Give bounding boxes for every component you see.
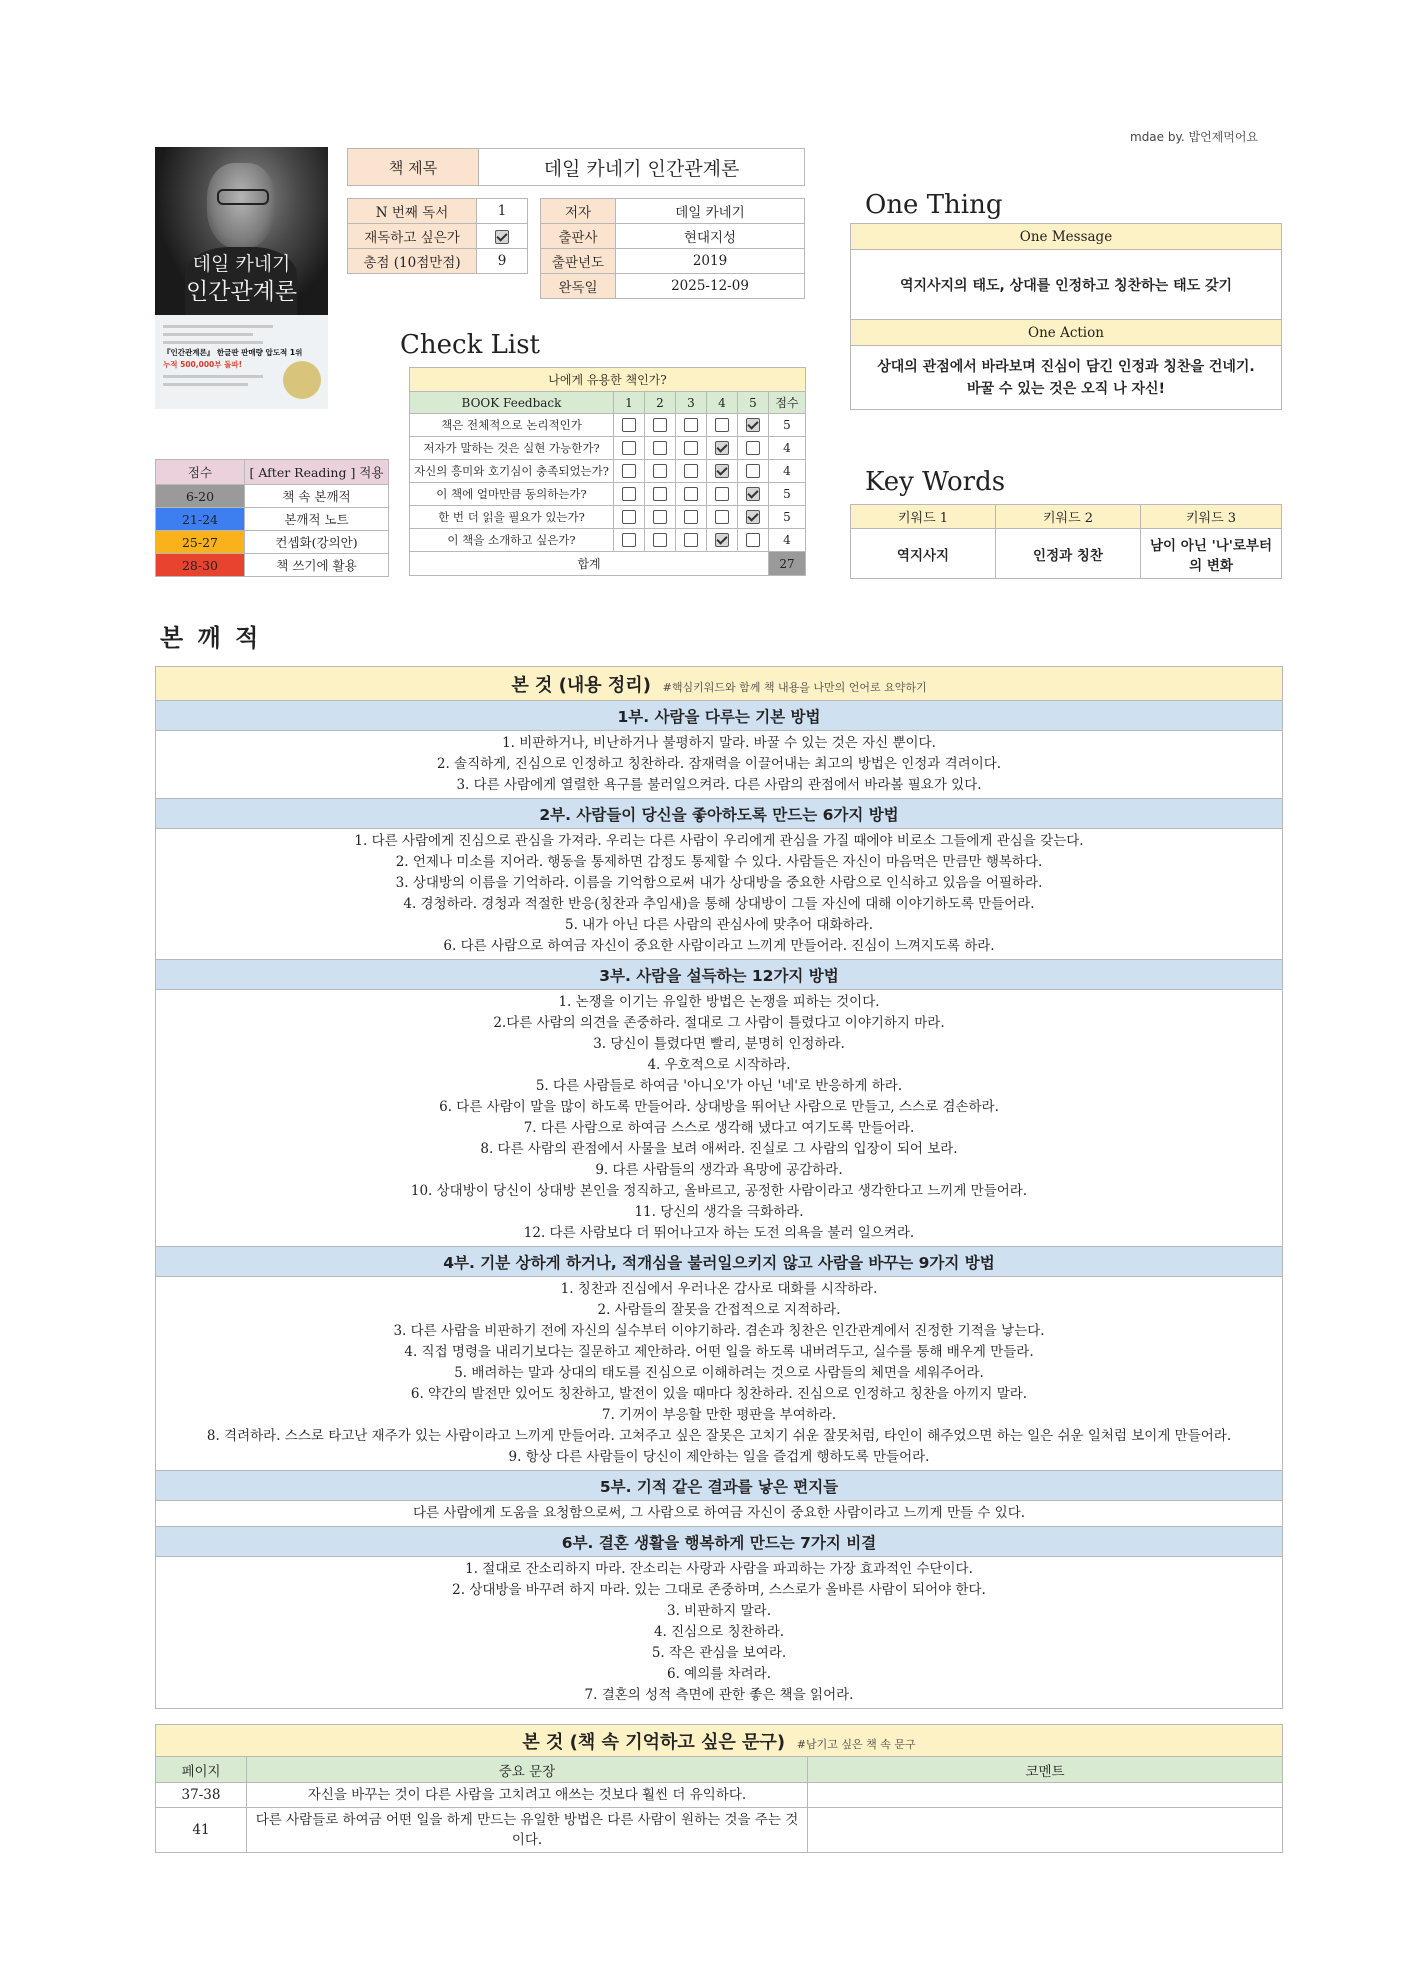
check-box-4[interactable] [715,510,729,524]
book-title-table [347,148,805,186]
summary-title: 본 것 (내용 정리) [511,674,651,696]
summary-line: 2. 상대방을 바꾸려 하지 마라. 있는 그대로 존중하며, 스스로가 올바른 사람이 되어야 한다. [452,1582,986,1598]
quote-page: 37-38 [156,1783,247,1808]
legend-apply: 컨셉화(강의안) [245,531,389,554]
summary-section-header [156,1247,1283,1277]
summary-section-body [156,829,1283,960]
finished-label: 완독일 [541,274,616,299]
check-question: 한 번 더 읽을 필요가 있는가? [410,506,614,529]
check-box-1[interactable] [622,441,636,455]
summary-line: 4. 진심으로 칭찬하라. [653,1624,785,1640]
total-score-value: 9 [477,249,528,274]
keyword-label-3: 키워드 3 [1141,505,1282,529]
check-box-1[interactable] [622,510,636,524]
summary-section-body [156,1277,1283,1471]
one-action-line-2: 바꿀 수 있는 것은 오직 나 자신! [967,380,1165,397]
publisher-label: 출판사 [541,224,616,249]
summary-line: 9. 다른 사람들의 생각과 욕망에 공감하라. [595,1162,843,1178]
quotes-table [155,1724,1283,1853]
check-box-5[interactable] [746,418,760,432]
section-title: 1부. 사람을 다루는 기본 방법 [156,701,1283,731]
legend-row [156,485,389,508]
summary-section-header [156,1527,1283,1557]
legend-row [156,508,389,531]
col-5: 5 [738,392,769,414]
check-list-row [410,414,806,437]
bonkaejeok-heading: 본 깨 적 [160,624,262,652]
legend-range: 25-27 [156,531,245,554]
legend-range: 28-30 [156,554,245,577]
summary-line: 4. 경청하라. 경청과 적절한 반응(칭찬과 추임새)을 통해 상대방이 그들 자신에 대해 이야기하도록 만들어라. [403,896,1035,912]
legend-apply: 본깨적 노트 [245,508,389,531]
summary-line: 7. 결혼의 성적 측면에 관한 좋은 책을 읽어라. [584,1687,854,1703]
summary-line: 2. 언제나 미소를 지어라. 행동을 통제하면 감정도 통제할 수 있다. 사람들은 자신이 마음먹은 만큼만 행복하다. [395,854,1043,870]
legend-col-score: 점수 [156,460,245,485]
summary-line: 6. 다른 사람으로 하여금 자신이 중요한 사람이라고 느끼게 만들어라. 진심이 느껴지도록 하라. [443,938,995,954]
book-title-value: 데일 카네기 인간관계론 [479,149,805,186]
keyword-value-1: 역지사지 [851,529,996,579]
keyword-value-3: 남이 아닌 '나'로부터의 변화 [1141,529,1282,579]
one-message-label: One Message [851,224,1282,250]
quote-page: 41 [156,1808,247,1853]
check-box-3[interactable] [684,441,698,455]
check-box-3[interactable] [684,510,698,524]
summary-line: 5. 배려하는 말과 상대의 태도를 진심으로 이해하려는 것으로 사람들의 체면을 세워주어라. [454,1365,984,1381]
check-question: 이 책을 소개하고 싶은가? [410,529,614,552]
check-box-5[interactable] [746,510,760,524]
summary-line: 5. 내가 아닌 다른 사람의 관심사에 맞추어 대화하라. [564,917,874,933]
check-box-3[interactable] [684,533,698,547]
quote-comment[interactable] [808,1783,1283,1808]
check-box-5[interactable] [746,487,760,501]
score-legend-table [155,459,389,577]
col-2: 2 [645,392,676,414]
total-value: 27 [769,552,806,576]
section-title: 5부. 기적 같은 결과를 낳은 편지들 [156,1471,1283,1501]
check-box-4[interactable] [715,487,729,501]
col-4: 4 [707,392,738,414]
summary-line: 3. 당신이 틀렸다면 빨리, 분명히 인정하라. [593,1036,845,1052]
check-box-1[interactable] [622,418,636,432]
quote-row [156,1783,1283,1808]
summary-section-header [156,701,1283,731]
legend-range: 21-24 [156,508,245,531]
score-col-label: 점수 [769,392,806,414]
summary-section-header [156,960,1283,990]
summary-line: 7. 다른 사람으로 하여금 스스로 생각해 냈다고 여기도록 만들어라. [523,1120,915,1136]
n-reading-label: N 번째 독서 [348,199,477,224]
check-list-heading: Check List [400,330,540,360]
check-list-header: 나에게 유용한 책인가? [410,368,806,392]
section-title: 6부. 결혼 생활을 행복하게 만드는 7가지 비결 [156,1527,1283,1557]
summary-hint: #핵심키워드와 함께 책 내용을 나만의 언어로 요약하기 [662,680,927,694]
check-box-5[interactable] [746,441,760,455]
summary-section-body [156,990,1283,1247]
summary-section-body [156,731,1283,799]
keyword-label-2: 키워드 2 [996,505,1141,529]
quote-comment[interactable] [808,1808,1283,1853]
key-words-table [850,504,1282,579]
feedback-label: BOOK Feedback [410,392,614,414]
cover-title-line2: 인간관계론 [185,279,298,305]
check-box-1[interactable] [622,487,636,501]
summary-line: 1. 논쟁을 이기는 유일한 방법은 논쟁을 피하는 것이다. [558,994,880,1010]
check-question: 자신의 흥미와 호기심이 충족되었는가? [410,460,614,483]
n-reading-value: 1 [477,199,528,224]
summary-line: 5. 다른 사람들로 하여금 '아니오'가 아닌 '네'로 반응하게 하라. [535,1078,903,1094]
check-box-1[interactable] [622,464,636,478]
check-list-row [410,437,806,460]
section-title: 2부. 사람들이 당신을 좋아하도록 만드는 6가지 방법 [156,799,1283,829]
summary-line: 다른 사람에게 도움을 요청함으로써, 그 사람으로 하여금 자신이 중요한 사람이라고 느끼게 만들 수 있다. [412,1505,1026,1521]
summary-line: 10. 상대방이 당신이 상대방 본인을 정직하고, 올바르고, 공정한 사람이라고 생각한다고 느끼게 만들어라. [410,1183,1028,1199]
summary-line: 1. 비판하거나, 비난하거나 불평하지 말라. 바꿀 수 있는 것은 자신 뿐이다. [502,735,936,751]
finished-value: 2025-12-09 [616,274,805,299]
summary-line: 4. 우호적으로 시작하라. [647,1057,791,1073]
section-title: 3부. 사람을 설득하는 12가지 방법 [156,960,1283,990]
legend-range: 6-20 [156,485,245,508]
quotes-title: 본 것 (책 속 기억하고 싶은 문구) [522,1731,786,1753]
reading-info-table [347,198,528,274]
author-label: 저자 [541,199,616,224]
quotes-col-text: 중요 문장 [247,1757,808,1783]
summary-line: 12. 다른 사람보다 더 뛰어나고자 하는 도전 의욕을 불러 일으켜라. [523,1225,915,1241]
check-list-row [410,529,806,552]
check-box-1[interactable] [622,533,636,547]
book-title-label: 책 제목 [348,149,479,186]
check-box-2[interactable] [653,418,667,432]
one-action-label: One Action [851,320,1282,346]
summary-section-body [156,1501,1283,1527]
check-score: 5 [769,506,806,529]
summary-line: 6. 예의를 차려라. [667,1666,771,1682]
credit-text: mdae by. 밥언제먹어요 [1130,130,1259,144]
check-box-4[interactable] [715,441,729,455]
check-box-5[interactable] [746,533,760,547]
check-box-2[interactable] [653,464,667,478]
summary-line: 3. 다른 사람을 비판하기 전에 자신의 실수부터 이야기하라. 겸손과 칭찬은 인간관계에서 진정한 기적을 낳는다. [393,1323,1045,1339]
one-thing-heading: One Thing [865,190,1003,220]
summary-line: 6. 다른 사람이 말을 많이 하도록 만들어라. 상대방을 뛰어난 사람으로 만들고, 스스로 겸손하라. [439,1099,999,1115]
summary-line: 7. 기꺼이 부응할 만한 평판을 부여하라. [601,1407,837,1423]
check-question: 이 책에 얼마만큼 동의하는가? [410,483,614,506]
total-label: 합계 [410,552,769,576]
summary-section-header [156,1471,1283,1501]
summary-line: 11. 당신의 생각을 극화하라. [634,1204,804,1220]
key-words-heading: Key Words [865,467,1006,497]
summary-line: 6. 약간의 발전만 있어도 칭찬하고, 발전이 있을 때마다 칭찬하라. 진심으로 인정하고 칭찬을 아끼지 말라. [410,1386,1028,1402]
check-list-row [410,483,806,506]
summary-line: 5. 작은 관심을 보여라. [651,1645,787,1661]
check-score: 5 [769,414,806,437]
summary-line: 3. 비판하지 말라. [667,1603,771,1619]
check-score: 4 [769,529,806,552]
book-meta-table [540,198,805,299]
one-message-value: 역지사지의 태도, 상대를 인정하고 칭찬하는 태도 갖기 [851,250,1282,320]
cover-promo-2: 누적 500,000부 돌파! [163,360,243,369]
col-3: 3 [676,392,707,414]
legend-col-apply: [ After Reading ] 적용 [245,460,389,485]
quote-text: 다른 사람들로 하여금 어떤 일을 하게 만드는 유일한 방법은 다른 사람이 원하는 것을 주는 것이다. [247,1808,808,1853]
legend-row [156,531,389,554]
check-list-table [409,367,806,576]
summary-line: 2. 사람들의 잘못을 간접적으로 지적하라. [597,1302,841,1318]
year-label: 출판년도 [541,249,616,274]
summary-line: 3. 상대방의 이름을 기억하라. 이름을 기억함으로써 내가 상대방을 중요한 사람으로 인식하고 있음을 어필하라. [395,875,1043,891]
check-box-3[interactable] [684,464,698,478]
one-thing-table [850,223,1282,410]
check-question: 책은 전체적으로 논리적인가 [410,414,614,437]
check-box-4[interactable] [715,533,729,547]
reread-checkbox[interactable] [495,230,509,244]
summary-line: 3. 다른 사람에게 열렬한 욕구를 불러일으켜라. 다른 사람의 관점에서 바라볼 필요가 있다. [456,777,982,793]
summary-line: 1. 다른 사람에게 진심으로 관심을 가져라. 우리는 다른 사람이 우리에게 관심을 가질 때에야 비로소 그들에게 관심을 갖는다. [354,833,1084,849]
check-box-4[interactable] [715,464,729,478]
summary-section-header [156,799,1283,829]
keyword-label-1: 키워드 1 [851,505,996,529]
keyword-value-2: 인정과 칭찬 [996,529,1141,579]
quotes-hint: #남기고 싶은 책 속 문구 [796,1737,916,1751]
check-question: 저자가 말하는 것은 실현 가능한가? [410,437,614,460]
check-box-5[interactable] [746,464,760,478]
check-score: 4 [769,437,806,460]
check-score: 4 [769,460,806,483]
year-value: 2019 [616,249,805,274]
cover-promo-1: 『인간관계론』 한글판 판매량 압도적 1위 [163,348,303,357]
cover-title-line1: 데일 카네기 [192,253,291,275]
check-box-3[interactable] [684,487,698,501]
summary-line: 4. 직접 명령을 내리기보다는 질문하고 제안하라. 어떤 일을 하도록 내버려두고, 실수를 통해 배우게 만들라. [404,1344,1034,1360]
total-score-label: 총점 (10점만점) [348,249,477,274]
legend-apply: 책 쓰기에 활용 [245,554,389,577]
publisher-value: 현대지성 [616,224,805,249]
check-box-2[interactable] [653,510,667,524]
col-1: 1 [614,392,645,414]
summary-line: 9. 항상 다른 사람들이 당신이 제안하는 일을 즐겁게 행하도록 만들어라. [508,1449,930,1465]
quotes-col-comment: 코멘트 [808,1757,1283,1783]
quote-text: 자신을 바꾸는 것이 다른 사람을 고치려고 애쓰는 것보다 훨씬 더 유익하다. [247,1783,808,1808]
check-box-3[interactable] [684,418,698,432]
one-action-line-1: 상대의 관점에서 바라보며 진심이 담긴 인정과 칭찬을 건네기. [877,358,1255,375]
legend-apply: 책 속 본깨적 [245,485,389,508]
summary-line: 2.다른 사람의 의견을 존중하라. 절대로 그 사람이 틀렸다고 이야기하지 마라. [493,1015,945,1031]
legend-row [156,554,389,577]
section-title: 4부. 기분 상하게 하거나, 적개심을 불러일으키지 않고 사람을 바꾸는 9가지 방법 [156,1247,1283,1277]
summary-line: 8. 다른 사람의 관점에서 사물을 보려 애써라. 진실로 그 사람의 입장이 되어 보라. [480,1141,958,1157]
summary-line: 2. 솔직하게, 진심으로 인정하고 칭찬하라. 잠재력을 이끌어내는 최고의 방법은 인정과 격려이다. [436,756,1002,772]
quotes-col-page: 페이지 [156,1757,247,1783]
check-box-4[interactable] [715,418,729,432]
check-box-2[interactable] [653,487,667,501]
quote-row [156,1808,1283,1853]
author-value: 데일 카네기 [616,199,805,224]
summary-section-body [156,1557,1283,1709]
summary-line: 8. 격려하라. 스스로 타고난 재주가 있는 사람이라고 느끼게 만들어라. 고쳐주고 싶은 잘못은 고치기 쉬운 잘못처럼, 타인이 해주었으면 하는 일은 쉬운 일처럼 보이게 만들어라. [206,1428,1232,1444]
summary-line: 1. 칭찬과 진심에서 우러나온 감사로 대화를 시작하라. [560,1281,878,1297]
check-list-row [410,506,806,529]
check-box-2[interactable] [653,441,667,455]
check-list-row [410,460,806,483]
summary-table [155,666,1283,1709]
book-cover-image [155,147,328,409]
check-box-2[interactable] [653,533,667,547]
check-score: 5 [769,483,806,506]
reread-label: 재독하고 싶은가 [348,224,477,249]
summary-line: 1. 절대로 잔소리하지 마라. 잔소리는 사랑과 사람을 파괴하는 가장 효과적인 수단이다. [465,1561,973,1577]
